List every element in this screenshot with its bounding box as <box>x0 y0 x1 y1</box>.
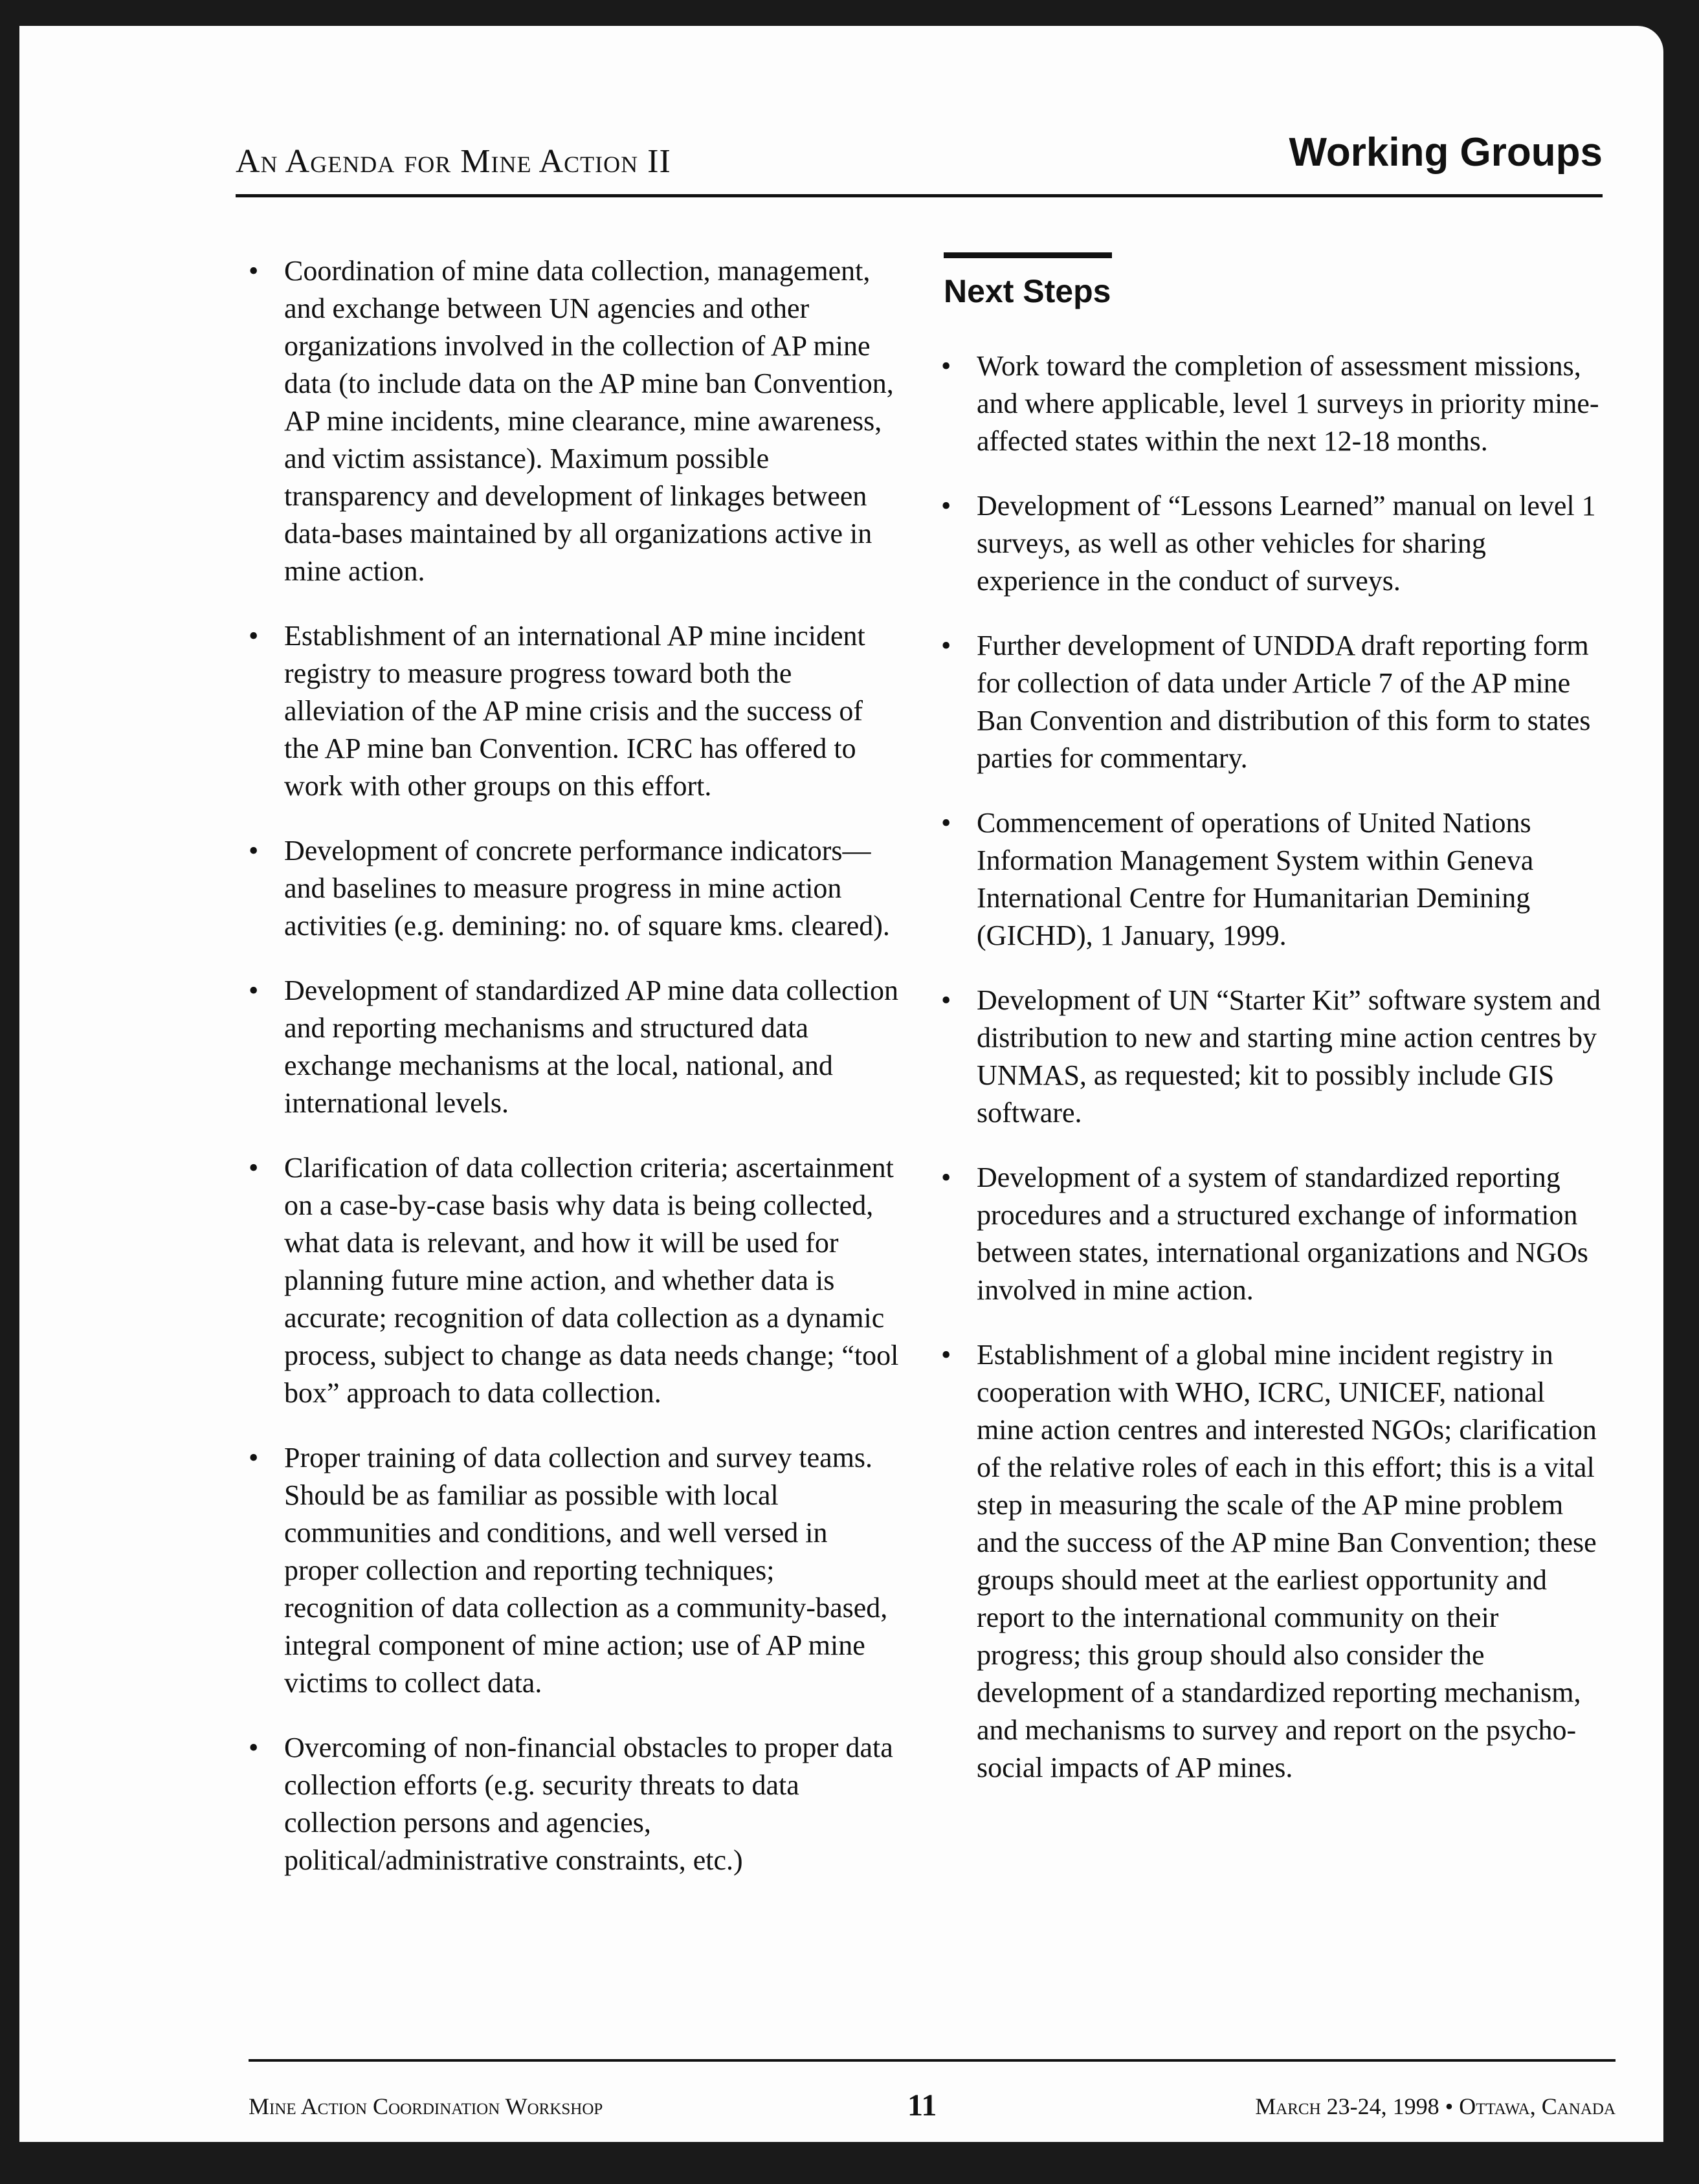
list-item <box>249 252 902 590</box>
list-item <box>249 617 902 805</box>
header-section-title: Working Groups <box>1289 130 1603 175</box>
right-column <box>941 252 1608 1814</box>
bullet-icon: • <box>941 1339 951 1371</box>
bullet-icon: • <box>941 1162 951 1193</box>
page-footer <box>249 2059 1616 2133</box>
list-item <box>249 972 902 1122</box>
bullet-icon: • <box>941 350 951 382</box>
bullet-icon: • <box>249 975 259 1006</box>
list-item-text: Development of concrete performance indicators—and baselines to measure progress in mine action activities (e.g. demining: no. of square kms. cleared). <box>284 835 890 942</box>
header-publication-title: An Agenda for Mine Action II <box>236 143 671 180</box>
list-item-text: Work toward the completion of assessment missions, and where applicable, level 1 surveys in priority mine-affected states within the next 12-18 months. <box>977 350 1599 457</box>
bullet-icon: • <box>249 1442 259 1473</box>
list-item <box>941 1336 1608 1787</box>
list-item <box>249 1729 902 1879</box>
bullet-icon: • <box>941 630 951 661</box>
list-item-text: Development of “Lessons Learned” manual on level 1 surveys, as well as other vehicles for sharing experience in the conduct of surveys. <box>977 490 1596 597</box>
list-item-text: Proper training of data collection and survey teams. Should be as familiar as possible with local communities and conditions, and well versed in proper collection and reporting techniques; recognition of data collection as a community-based, integral component of mine action; use of AP mine victims to collect data. <box>284 1442 888 1699</box>
list-item <box>941 627 1608 777</box>
list-item <box>249 1439 902 1702</box>
list-item-text: Development of standardized AP mine data collection and reporting mechanisms and structured data exchange mechanisms at the local, national, and international levels. <box>284 975 898 1119</box>
bullet-icon: • <box>249 620 259 652</box>
footer-date-location: March 23-24, 1998 • Ottawa, Canada <box>1255 2093 1616 2119</box>
section-heading: Next Steps <box>944 273 1111 309</box>
document-page <box>19 26 1663 2142</box>
bullet-icon: • <box>249 1152 259 1184</box>
list-item <box>941 487 1608 600</box>
list-item-text: Development of UN “Starter Kit” software system and distribution to new and starting mine action centres by UNMAS, as requested; kit to possibly include GIS software. <box>977 984 1601 1129</box>
bullet-icon: • <box>941 807 951 839</box>
page-header <box>236 123 1603 197</box>
list-item-text: Overcoming of non-financial obstacles to proper data collection efforts (e.g. security threats to data collection persons and agencies, political/administrative constraints, etc.) <box>284 1732 893 1876</box>
list-item <box>941 982 1608 1132</box>
page-number: 11 <box>907 2088 937 2123</box>
left-column <box>249 252 902 1906</box>
list-item-text: Clarification of data collection criteria; ascertainment on a case-by-case basis why data is being collected, what data is relevant, and how it will be used for planning future mine action, and whether data is accurate; recognition of data collection as a dynamic process, subject to change as data needs change; “tool box” approach to data collection. <box>284 1152 899 1409</box>
bullet-icon: • <box>249 1732 259 1763</box>
list-item-text: Further development of UNDDA draft reporting form for collection of data under Article 7 of the AP mine Ban Convention and distribution of this form to states parties for commentary. <box>977 630 1591 774</box>
footer-workshop-name: Mine Action Coordination Workshop <box>249 2093 603 2119</box>
left-bullet-list <box>249 252 902 1879</box>
section-rule <box>944 252 1112 258</box>
bullet-icon: • <box>941 490 951 522</box>
list-item-text: Coordination of mine data collection, management, and exchange between UN agencies and other organizations involved in the collection of AP mine data (to include data on the AP mine ban Convention, AP mine incidents, mine clearance, mine awareness, and victim assistance). Maximum possible transparency and development of linkages between data-bases maintained by all organizations active in mine action. <box>284 255 894 587</box>
list-item-text: Establishment of an international AP mine incident registry to measure progress toward both the alleviation of the AP mine crisis and the success of the AP mine ban Convention. ICRC has offered to work with other groups on this effort. <box>284 620 865 802</box>
list-item <box>941 804 1608 954</box>
list-item-text: Commencement of operations of United Nations Information Management System within Geneva International Centre for Humanitarian Demining (GICHD), 1 January, 1999. <box>977 807 1534 951</box>
list-item <box>249 832 902 945</box>
list-item-text: Development of a system of standardized reporting procedures and a structured exchange of information between states, international organizations and NGOs involved in mine action. <box>977 1162 1588 1306</box>
right-bullet-list <box>941 347 1608 1787</box>
list-item <box>941 1159 1608 1309</box>
list-item <box>249 1149 902 1412</box>
list-item <box>941 347 1608 460</box>
list-item-text: Establishment of a global mine incident registry in cooperation with WHO, ICRC, UNICEF, national mine action centres and interested NGOs; clarification of the relative roles of each in this effort; this is a vital step in measuring the scale of the AP mine problem and the success of the AP mine Ban Convention; these groups should meet at the earliest opportunity and report to the international community on their progress; this group should also consider the development of a standardized reporting mechanism, and mechanisms to survey and report on the psycho-social impacts of AP mines. <box>977 1339 1597 1783</box>
bullet-icon: • <box>249 835 259 866</box>
bullet-icon: • <box>941 984 951 1016</box>
bullet-icon: • <box>249 255 259 287</box>
